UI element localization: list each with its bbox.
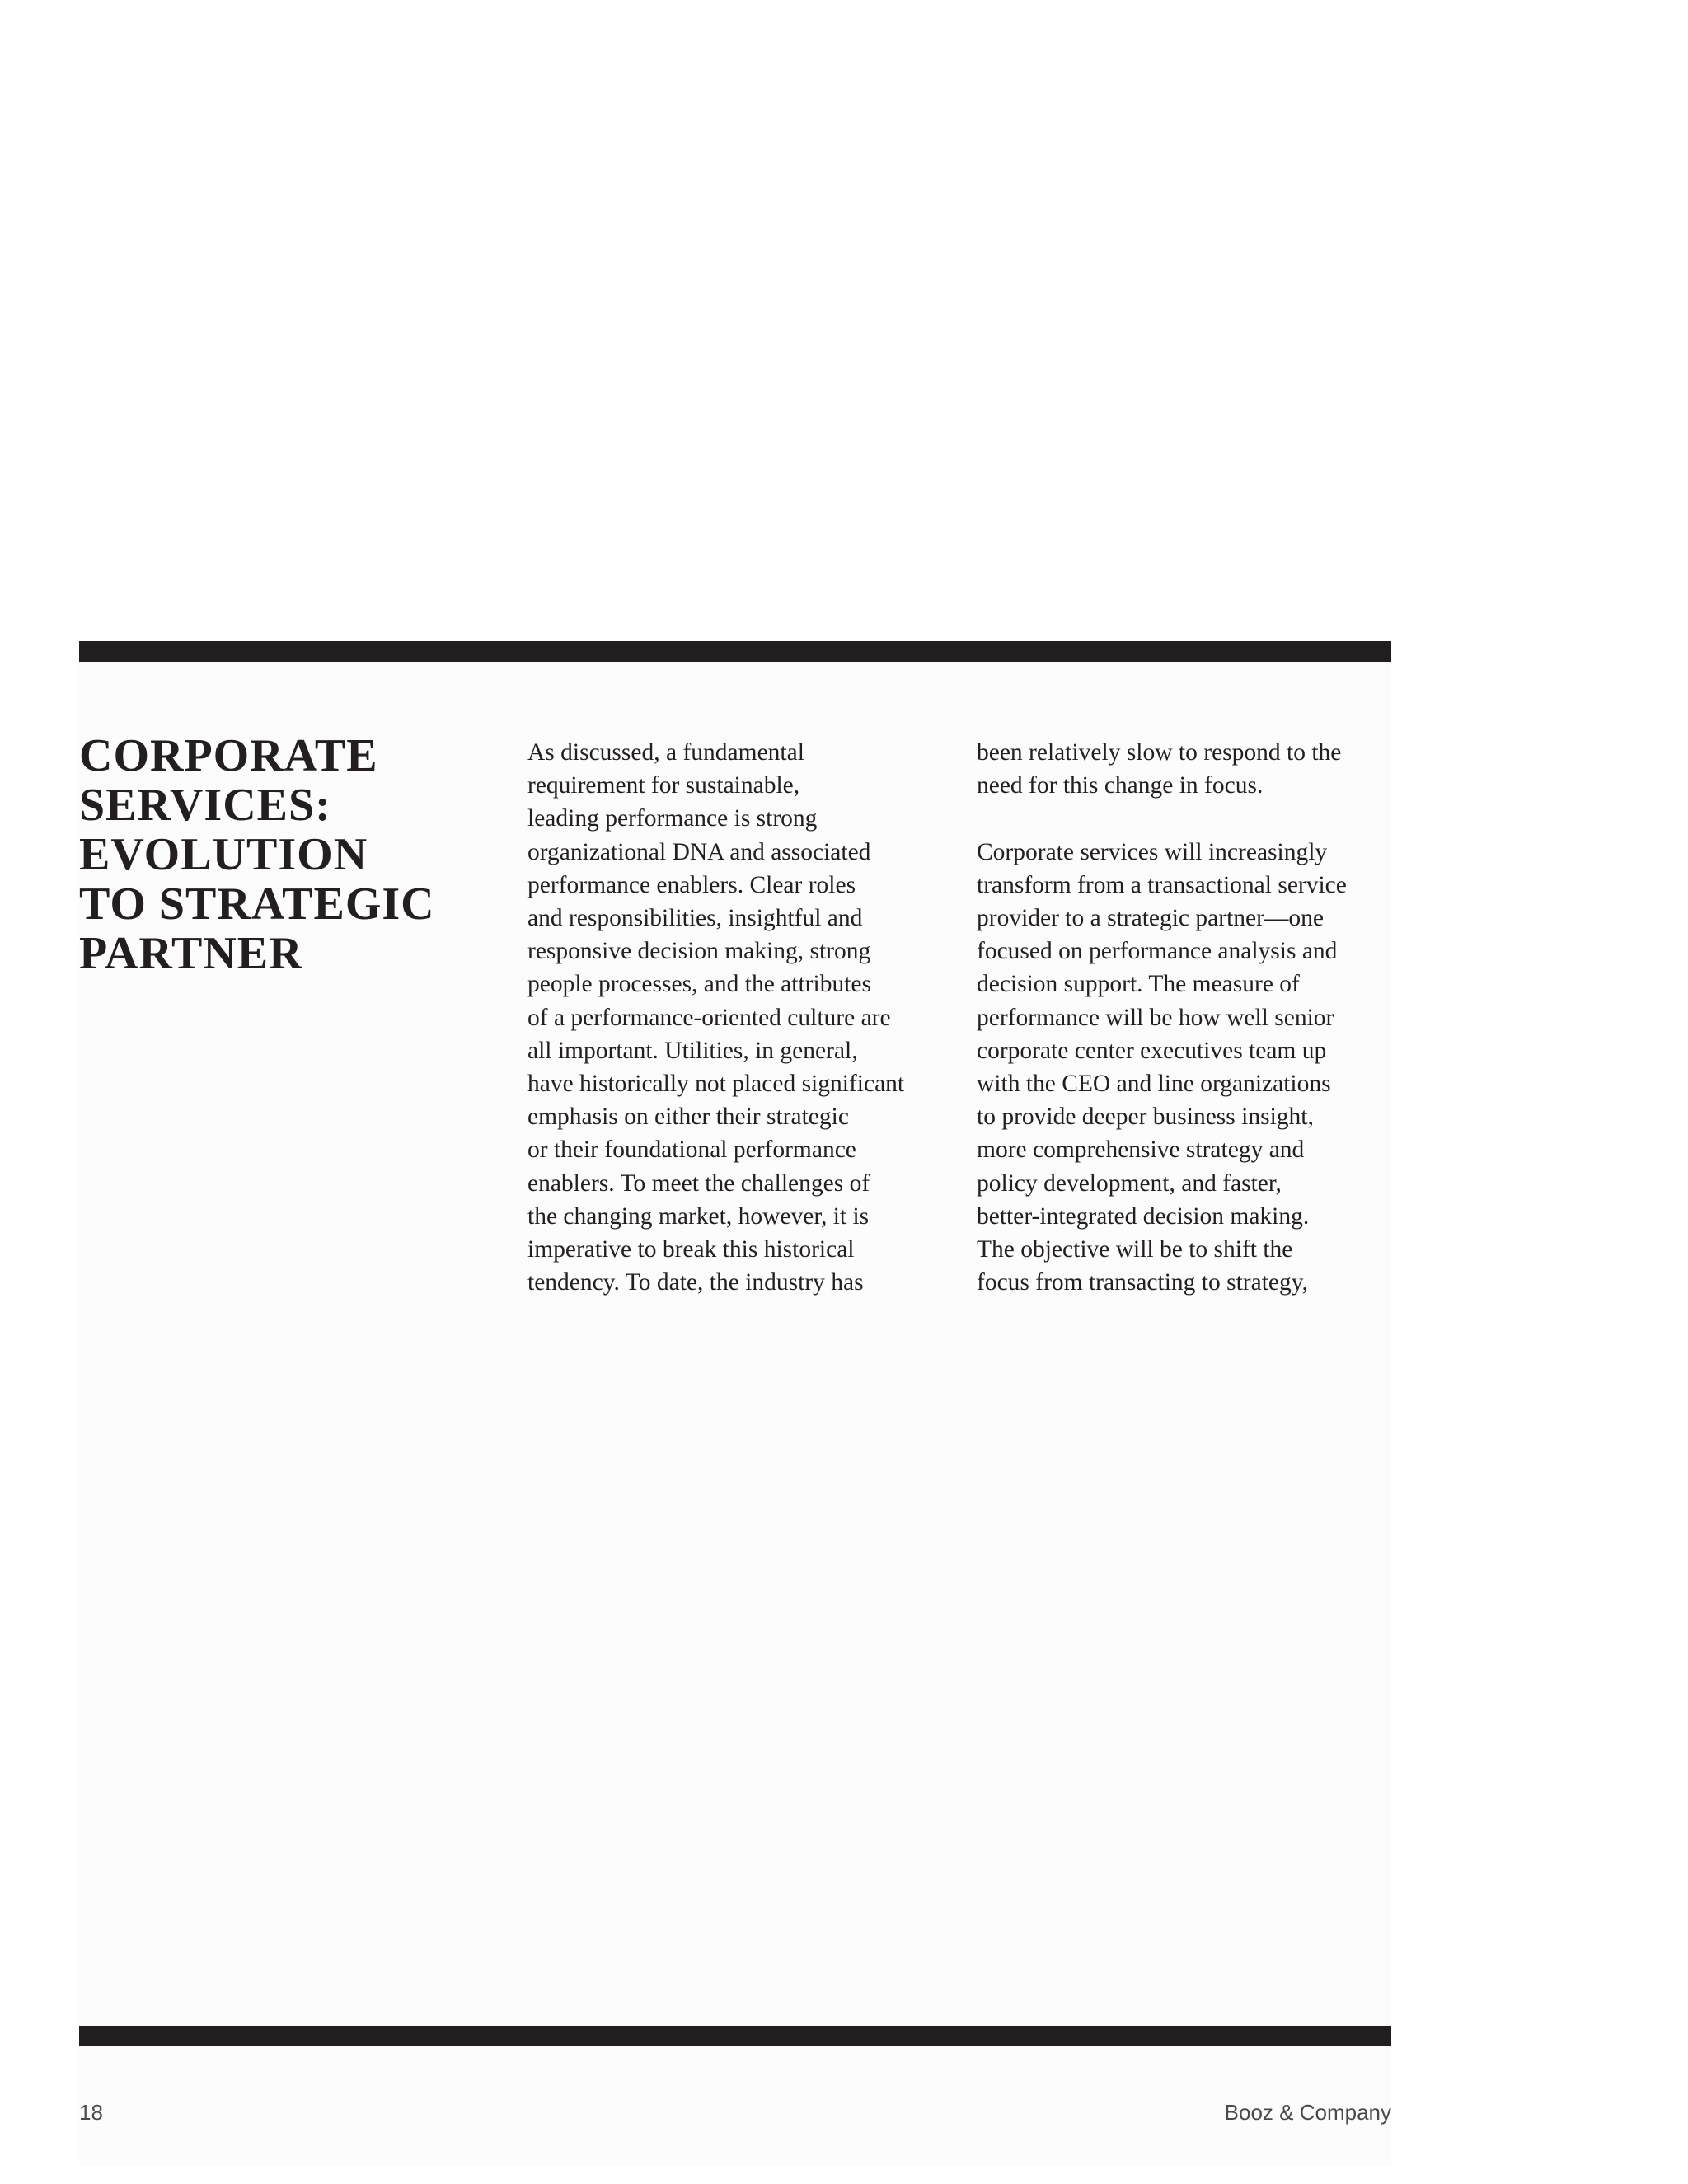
heading-line: CORPORATE [79,730,378,781]
text-line: provider to a strategic partner—one [977,905,1325,931]
section-heading [79,731,475,978]
text-line: organizational DNA and associated [528,838,871,865]
text-line: to provide deeper business insight, [977,1104,1314,1131]
text-line: emphasis on either their strategic [528,1104,849,1131]
body-column-2 [977,736,1405,1299]
text-line: and responsibilities, insightful and [528,905,863,932]
text-line: of a performance-oriented culture are [528,1004,891,1031]
text-line: transform from a transactional service [977,871,1347,898]
text-line: tendency. To date, the industry has [528,1269,864,1296]
body-column-1 [528,736,956,1299]
text-line: all important. Utilities, in general, [528,1037,858,1064]
text-line: more comprehensive strategy and [977,1137,1305,1164]
text-line: The objective will be to shift the [977,1236,1293,1263]
text-line: better-integrated decision making. [977,1202,1310,1230]
text-line: policy development, and faster, [977,1169,1282,1197]
text-line: need for this change in focus. [977,772,1264,799]
text-line: people processes, and the attributes [528,971,871,998]
text-line: As discussed, a fundamental [528,739,804,766]
text-line: corporate center executives team up [977,1037,1327,1064]
text-line: performance enablers. Clear roles [528,871,856,898]
page-number: 18 [79,2100,103,2125]
heading-line: PARTNER [79,928,303,979]
text-line: the changing market, however, it is [528,1202,870,1230]
text-line: imperative to break this historical [528,1236,855,1263]
text-line: responsive decision making, strong [528,938,871,965]
text-line: have historically not placed significant [528,1071,905,1098]
text-line: performance will be how well senior [977,1004,1334,1031]
text-line: focused on performance analysis and [977,938,1338,965]
text-line: requirement for sustainable, [528,772,800,799]
text-line: Corporate services will increasingly [977,838,1328,865]
heading-line: EVOLUTION [79,829,368,880]
text-line: with the CEO and line organizations [977,1071,1331,1098]
text-line: been relatively slow to respond to the [977,739,1342,766]
heading-line: TO STRATEGIC [79,879,435,930]
text-line: focus from transacting to strategy, [977,1269,1308,1296]
text-line: decision support. The measure of [977,971,1300,998]
bottom-rule [79,2026,1391,2046]
heading-line: SERVICES: [79,780,331,831]
text-line: enablers. To meet the challenges of [528,1169,870,1197]
text-line: leading performance is strong [528,805,818,832]
paragraph-gap [977,802,1405,835]
top-rule [79,641,1391,662]
text-line: or their foundational performance [528,1137,856,1164]
footer-brand: Booz & Company [1224,2100,1391,2125]
